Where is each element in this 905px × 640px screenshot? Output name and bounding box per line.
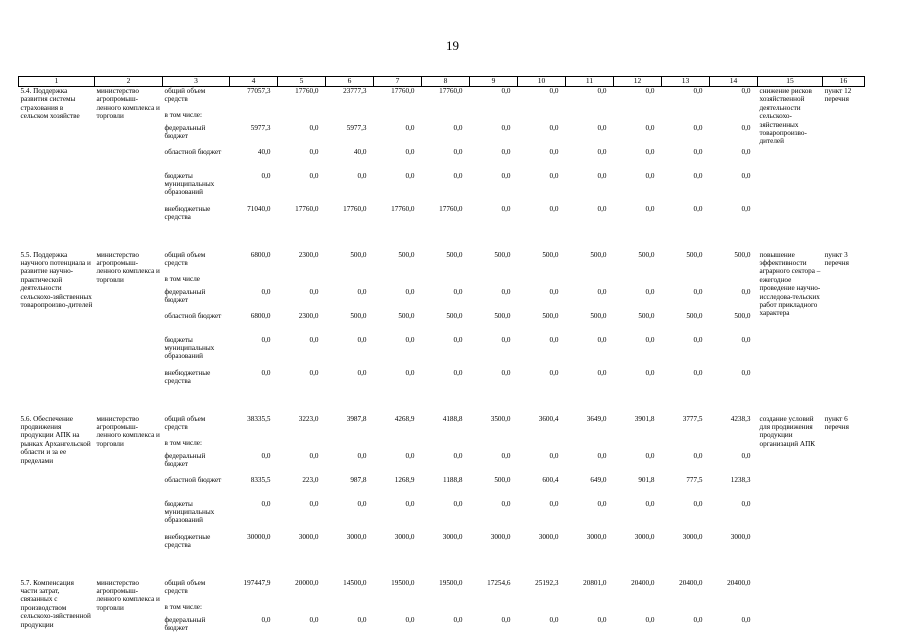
- executor: министерство агропромыш-ленного комплекса и торговли: [96, 250, 160, 284]
- amount-cell: 0,0: [693, 499, 703, 508]
- amount-cell: 0,0: [597, 499, 607, 508]
- amount-cell: 3600,4: [538, 414, 559, 423]
- column-number-cell: 4: [230, 77, 278, 87]
- amount-cell: [422, 275, 470, 288]
- column-number-cell: 5: [278, 77, 326, 87]
- amount-cell: 0,0: [549, 147, 559, 156]
- amount-cell: [662, 111, 710, 124]
- amount-cell: 0,0: [597, 615, 607, 624]
- amount-cell: 500,0: [542, 311, 559, 320]
- amount-cell: 0,0: [693, 204, 703, 213]
- amount-cell: 500,0: [494, 311, 511, 320]
- amount-cell: 0,0: [261, 451, 271, 460]
- amount-cell: 0,0: [309, 368, 319, 377]
- amount-cell: [566, 111, 614, 124]
- amount-cell: 0,0: [501, 287, 511, 296]
- amount-cell: 0,0: [501, 204, 511, 213]
- amount-cell: 3000,0: [346, 532, 367, 541]
- amount-cell: 0,0: [501, 147, 511, 156]
- amount-cell: 20400,0: [631, 578, 655, 587]
- amount-cell: 0,0: [309, 171, 319, 180]
- amount-cell: 25192,3: [535, 578, 559, 587]
- page-number: 19: [446, 38, 459, 53]
- amount-cell: [518, 439, 566, 452]
- executor: министерство агропромыш-ленного комплекса и торговли: [96, 578, 160, 612]
- amount-cell: 500,0: [494, 250, 511, 259]
- amount-cell: 0,0: [693, 368, 703, 377]
- amount-cell: 500,0: [398, 250, 415, 259]
- amount-cell: 500,0: [686, 250, 703, 259]
- amount-cell: 0,0: [597, 171, 607, 180]
- amount-cell: [278, 275, 326, 288]
- funding-source: федеральный бюджет: [164, 287, 206, 304]
- amount-cell: [230, 111, 278, 124]
- expected-result: снижение рисков хозяйственной деятельности сельскохо-зяйственных товаропроизво-дителей: [759, 87, 812, 146]
- amount-cell: 0,0: [741, 87, 751, 95]
- gap-cell: [19, 393, 865, 415]
- amount-cell: [710, 603, 758, 616]
- amount-cell: 17760,0: [391, 87, 415, 95]
- amount-cell: 0,0: [261, 171, 271, 180]
- amount-cell: 0,0: [645, 123, 655, 132]
- amount-cell: 3000,0: [730, 532, 751, 541]
- amount-cell: [614, 275, 662, 288]
- amount-cell: 3901,8: [634, 414, 655, 423]
- amount-cell: 901,8: [638, 475, 655, 484]
- amount-cell: 0,0: [501, 499, 511, 508]
- amount-cell: 20400,0: [727, 578, 751, 587]
- amount-cell: 3987,8: [346, 414, 367, 423]
- amount-cell: 1238,3: [730, 475, 751, 484]
- amount-cell: [422, 439, 470, 452]
- amount-cell: [710, 111, 758, 124]
- amount-cell: [662, 603, 710, 616]
- amount-cell: 6800,0: [250, 311, 271, 320]
- amount-cell: 0,0: [453, 615, 463, 624]
- gap-cell: [19, 557, 865, 579]
- amount-cell: 3000,0: [298, 532, 319, 541]
- amount-cell: [326, 439, 374, 452]
- amount-cell: 40,0: [353, 147, 367, 156]
- amount-cell: 0,0: [453, 499, 463, 508]
- amount-cell: 500,0: [686, 311, 703, 320]
- amount-cell: 20400,0: [679, 578, 703, 587]
- column-number-cell: 8: [422, 77, 470, 87]
- funding-source: общий объем средств: [164, 87, 206, 104]
- amount-cell: 77057,3: [247, 87, 271, 95]
- amount-cell: 0,0: [741, 147, 751, 156]
- amount-cell: 0,0: [645, 335, 655, 344]
- section-gap: [19, 393, 865, 415]
- amount-cell: 500,0: [734, 311, 751, 320]
- amount-cell: 0,0: [645, 147, 655, 156]
- amount-cell: 0,0: [309, 451, 319, 460]
- amount-cell: 0,0: [405, 171, 415, 180]
- amount-cell: 0,0: [405, 368, 415, 377]
- amount-cell: [470, 111, 518, 124]
- amount-cell: 0,0: [549, 615, 559, 624]
- column-number-cell: 1: [19, 77, 95, 87]
- amount-cell: 197447,9: [243, 578, 271, 587]
- amount-cell: 0,0: [645, 87, 655, 95]
- amount-cell: 0,0: [405, 287, 415, 296]
- amount-cell: 0,0: [501, 615, 511, 624]
- amount-cell: 0,0: [597, 368, 607, 377]
- amount-cell: 0,0: [261, 287, 271, 296]
- expected-result: создание условий для продвижения продукции организаций АПК: [759, 414, 816, 448]
- amount-cell: 3000,0: [682, 532, 703, 541]
- amount-cell: [614, 111, 662, 124]
- amount-cell: 17254,6: [487, 578, 511, 587]
- amount-cell: 500,0: [590, 250, 607, 259]
- amount-cell: 0,0: [741, 123, 751, 132]
- amount-cell: 0,0: [741, 287, 751, 296]
- amount-cell: [374, 439, 422, 452]
- amount-cell: 0,0: [405, 123, 415, 132]
- amount-cell: 0,0: [261, 615, 271, 624]
- column-number-cell: 6: [326, 77, 374, 87]
- amount-cell: 777,5: [686, 475, 703, 484]
- amount-cell: 0,0: [261, 368, 271, 377]
- amount-cell: [326, 603, 374, 616]
- amount-cell: 3649,0: [586, 414, 607, 423]
- column-number-cell: 3: [163, 77, 230, 87]
- amount-cell: 0,0: [741, 451, 751, 460]
- amount-cell: 0,0: [597, 204, 607, 213]
- section-gap: [19, 229, 865, 251]
- amount-cell: [662, 275, 710, 288]
- reference: пункт 3 перечня: [824, 250, 849, 267]
- column-number-cell: 16: [823, 77, 865, 87]
- amount-cell: 0,0: [501, 451, 511, 460]
- amount-cell: 17760,0: [439, 204, 463, 213]
- amount-cell: 0,0: [741, 335, 751, 344]
- amount-cell: 2300,0: [298, 311, 319, 320]
- amount-cell: 0,0: [501, 335, 511, 344]
- amount-cell: [278, 439, 326, 452]
- amount-cell: 0,0: [549, 499, 559, 508]
- funding-source: общий объем средств: [164, 250, 206, 267]
- amount-cell: 3000,0: [442, 532, 463, 541]
- amount-cell: 3777,5: [682, 414, 703, 423]
- amount-cell: 500,0: [734, 250, 751, 259]
- funding-source: в том числе:: [164, 438, 202, 447]
- amount-cell: 17760,0: [343, 204, 367, 213]
- amount-cell: 0,0: [549, 123, 559, 132]
- column-number-cell: 11: [566, 77, 614, 87]
- amount-cell: [566, 603, 614, 616]
- amount-cell: [710, 439, 758, 452]
- amount-cell: [230, 439, 278, 452]
- amount-cell: 0,0: [405, 335, 415, 344]
- amount-cell: 600,4: [542, 475, 559, 484]
- amount-cell: [518, 275, 566, 288]
- amount-cell: [470, 275, 518, 288]
- amount-cell: 0,0: [645, 451, 655, 460]
- table-row: [19, 251, 865, 275]
- amount-cell: 500,0: [638, 250, 655, 259]
- table-row: [19, 579, 865, 603]
- amount-cell: 987,8: [350, 475, 367, 484]
- amount-cell: 223,0: [302, 475, 319, 484]
- amount-cell: 500,0: [350, 250, 367, 259]
- amount-cell: 0,0: [357, 368, 367, 377]
- amount-cell: 649,0: [590, 475, 607, 484]
- amount-cell: 0,0: [453, 335, 463, 344]
- amount-cell: 3000,0: [394, 532, 415, 541]
- amount-cell: [566, 439, 614, 452]
- amount-cell: 5977,3: [346, 123, 367, 132]
- amount-cell: [470, 439, 518, 452]
- amount-cell: [518, 111, 566, 124]
- funding-source: областной бюджет: [164, 475, 222, 484]
- amount-cell: [278, 111, 326, 124]
- amount-cell: [422, 603, 470, 616]
- amount-cell: 19500,0: [391, 578, 415, 587]
- amount-cell: [566, 275, 614, 288]
- amount-cell: 0,0: [549, 87, 559, 95]
- measure-name: 5.7. Компенсация части затрат, связанных с производством сельскохо-зяйственной продукции: [20, 578, 91, 629]
- amount-cell: 0,0: [741, 615, 751, 624]
- amount-cell: 6800,0: [250, 250, 271, 259]
- amount-cell: 0,0: [549, 451, 559, 460]
- amount-cell: 500,0: [494, 475, 511, 484]
- amount-cell: 0,0: [309, 147, 319, 156]
- reference: пункт 12 перечня: [824, 87, 852, 104]
- amount-cell: [614, 439, 662, 452]
- amount-cell: 500,0: [446, 311, 463, 320]
- amount-cell: 3000,0: [634, 532, 655, 541]
- amount-cell: [326, 275, 374, 288]
- amount-cell: [230, 275, 278, 288]
- amount-cell: 0,0: [309, 123, 319, 132]
- column-number-cell: 9: [470, 77, 518, 87]
- amount-cell: 0,0: [597, 147, 607, 156]
- amount-cell: 0,0: [597, 451, 607, 460]
- amount-cell: 0,0: [645, 499, 655, 508]
- amount-cell: 0,0: [357, 615, 367, 624]
- amount-cell: 0,0: [693, 287, 703, 296]
- amount-cell: 0,0: [501, 87, 511, 95]
- amount-cell: 0,0: [693, 451, 703, 460]
- executor: министерство агропромыш-ленного комплекса и торговли: [96, 414, 160, 448]
- amount-cell: 2300,0: [298, 250, 319, 259]
- reference: пункт 6 перечня: [824, 414, 849, 431]
- column-number-cell: 13: [662, 77, 710, 87]
- amount-cell: [230, 603, 278, 616]
- amount-cell: 0,0: [693, 171, 703, 180]
- amount-cell: 0,0: [693, 123, 703, 132]
- amount-cell: 0,0: [309, 287, 319, 296]
- funding-source: федеральный бюджет: [164, 123, 206, 140]
- reference: [823, 579, 865, 640]
- amount-cell: 3000,0: [538, 532, 559, 541]
- amount-cell: 1188,8: [443, 475, 463, 484]
- funding-source: в том числе: [164, 274, 200, 283]
- amount-cell: 8335,5: [250, 475, 271, 484]
- amount-cell: 0,0: [501, 171, 511, 180]
- amount-cell: 17760,0: [391, 204, 415, 213]
- amount-cell: 71040,0: [247, 204, 271, 213]
- measure-name: 5.6. Обеспечение продвижения продукции АПК на рынках Архангельской области и за ее пределами: [20, 414, 91, 465]
- amount-cell: 0,0: [261, 499, 271, 508]
- amount-cell: 0,0: [645, 368, 655, 377]
- amount-cell: 0,0: [357, 451, 367, 460]
- column-number-cell: 15: [758, 77, 823, 87]
- executor: министерство агропромыш-ленного комплекса и торговли: [96, 87, 160, 121]
- amount-cell: 0,0: [645, 287, 655, 296]
- column-number-cell: 14: [710, 77, 758, 87]
- amount-cell: [518, 603, 566, 616]
- column-number-cell: 12: [614, 77, 662, 87]
- amount-cell: 500,0: [350, 311, 367, 320]
- measure-name: 5.4. Поддержка развития системы страхования в сельском хозяйстве: [20, 87, 80, 121]
- amount-cell: 500,0: [590, 311, 607, 320]
- amount-cell: 0,0: [309, 499, 319, 508]
- amount-cell: 0,0: [453, 287, 463, 296]
- amount-cell: 4188,8: [442, 414, 463, 423]
- funding-source: в том числе:: [164, 110, 202, 119]
- amount-cell: 500,0: [398, 311, 415, 320]
- amount-cell: 30000,0: [247, 532, 271, 541]
- amount-cell: 0,0: [597, 123, 607, 132]
- column-number-cell: 7: [374, 77, 422, 87]
- amount-cell: [470, 603, 518, 616]
- amount-cell: 0,0: [549, 171, 559, 180]
- amount-cell: 0,0: [645, 204, 655, 213]
- amount-cell: [710, 275, 758, 288]
- amount-cell: 3223,0: [298, 414, 319, 423]
- amount-cell: 0,0: [261, 335, 271, 344]
- amount-cell: 19500,0: [439, 578, 463, 587]
- amount-cell: 0,0: [549, 335, 559, 344]
- amount-cell: 0,0: [597, 335, 607, 344]
- amount-cell: 0,0: [549, 204, 559, 213]
- amount-cell: 0,0: [597, 287, 607, 296]
- budget-table: [18, 76, 865, 640]
- amount-cell: 0,0: [645, 171, 655, 180]
- funding-source: в том числе:: [164, 602, 202, 611]
- amount-cell: 20000,0: [295, 578, 319, 587]
- funding-source: федеральный бюджет: [164, 451, 206, 468]
- amount-cell: 23777,3: [343, 87, 367, 95]
- amount-cell: [374, 275, 422, 288]
- amount-cell: 0,0: [405, 615, 415, 624]
- amount-cell: 500,0: [446, 250, 463, 259]
- funding-source: общий объем средств: [164, 414, 206, 431]
- amount-cell: 0,0: [693, 87, 703, 95]
- amount-cell: 500,0: [638, 311, 655, 320]
- amount-cell: 20801,0: [583, 578, 607, 587]
- section-gap: [19, 557, 865, 579]
- amount-cell: 0,0: [741, 499, 751, 508]
- amount-cell: 17760,0: [295, 204, 319, 213]
- gap-cell: [19, 229, 865, 251]
- amount-cell: 40,0: [257, 147, 271, 156]
- amount-cell: 3000,0: [490, 532, 511, 541]
- amount-cell: 38335,5: [247, 414, 271, 423]
- amount-cell: 0,0: [597, 87, 607, 95]
- amount-cell: 0,0: [453, 171, 463, 180]
- amount-cell: 0,0: [357, 335, 367, 344]
- funding-source: внебюджетные средства: [164, 532, 211, 549]
- amount-cell: [374, 111, 422, 124]
- amount-cell: 0,0: [693, 147, 703, 156]
- amount-cell: 0,0: [405, 451, 415, 460]
- amount-cell: 0,0: [453, 123, 463, 132]
- amount-cell: 17760,0: [439, 87, 463, 95]
- amount-cell: 4238,3: [730, 414, 751, 423]
- funding-source: общий объем средств: [164, 578, 206, 595]
- amount-cell: [422, 111, 470, 124]
- table-body: [19, 87, 865, 640]
- amount-cell: 0,0: [357, 499, 367, 508]
- funding-source: федеральный бюджет: [164, 615, 206, 632]
- amount-cell: 0,0: [645, 615, 655, 624]
- amount-cell: 500,0: [542, 250, 559, 259]
- funding-source: бюджеты муниципальных образований: [164, 171, 215, 197]
- funding-source: внебюджетные средства: [164, 368, 211, 385]
- amount-cell: 3500,0: [490, 414, 511, 423]
- table-row: [19, 87, 865, 111]
- amount-cell: 0,0: [309, 335, 319, 344]
- amount-cell: 0,0: [453, 451, 463, 460]
- amount-cell: 0,0: [405, 499, 415, 508]
- amount-cell: [662, 439, 710, 452]
- amount-cell: 0,0: [741, 368, 751, 377]
- funding-source: областной бюджет: [164, 311, 222, 320]
- amount-cell: 1268,9: [394, 475, 415, 484]
- amount-cell: 0,0: [741, 204, 751, 213]
- amount-cell: 0,0: [741, 171, 751, 180]
- amount-cell: 0,0: [549, 287, 559, 296]
- amount-cell: 0,0: [501, 368, 511, 377]
- amount-cell: 14500,0: [343, 578, 367, 587]
- amount-cell: 0,0: [453, 368, 463, 377]
- column-number-cell: 10: [518, 77, 566, 87]
- amount-cell: 0,0: [357, 287, 367, 296]
- funding-source: областной бюджет: [164, 147, 222, 156]
- table-row: [19, 415, 865, 439]
- amount-cell: 0,0: [501, 123, 511, 132]
- amount-cell: 0,0: [405, 147, 415, 156]
- amount-cell: 0,0: [357, 171, 367, 180]
- column-number-row: [19, 77, 865, 87]
- amount-cell: 4268,9: [394, 414, 415, 423]
- amount-cell: 0,0: [693, 615, 703, 624]
- column-number-cell: 2: [95, 77, 163, 87]
- amount-cell: 3000,0: [586, 532, 607, 541]
- expected-result: повышение эффективности аграрного сектора – ежегодное проведение научно-исследова-тельских работ прикладного характера: [759, 250, 821, 318]
- amount-cell: [278, 603, 326, 616]
- funding-source: бюджеты муниципальных образований: [164, 335, 215, 361]
- amount-cell: [614, 603, 662, 616]
- amount-cell: [326, 111, 374, 124]
- amount-cell: [374, 603, 422, 616]
- funding-source: бюджеты муниципальных образований: [164, 499, 215, 525]
- amount-cell: 0,0: [549, 368, 559, 377]
- amount-cell: 17760,0: [295, 87, 319, 95]
- measure-name: 5.5. Поддержка научного потенциала и развитие научно-практической деятельности сельскохо-зяйственных товаропроизво-дителей: [20, 250, 93, 309]
- amount-cell: 0,0: [453, 147, 463, 156]
- funding-source: внебюджетные средства: [164, 204, 211, 221]
- expected-result: [758, 579, 823, 640]
- amount-cell: 0,0: [309, 615, 319, 624]
- amount-cell: 0,0: [693, 335, 703, 344]
- amount-cell: 5977,3: [250, 123, 271, 132]
